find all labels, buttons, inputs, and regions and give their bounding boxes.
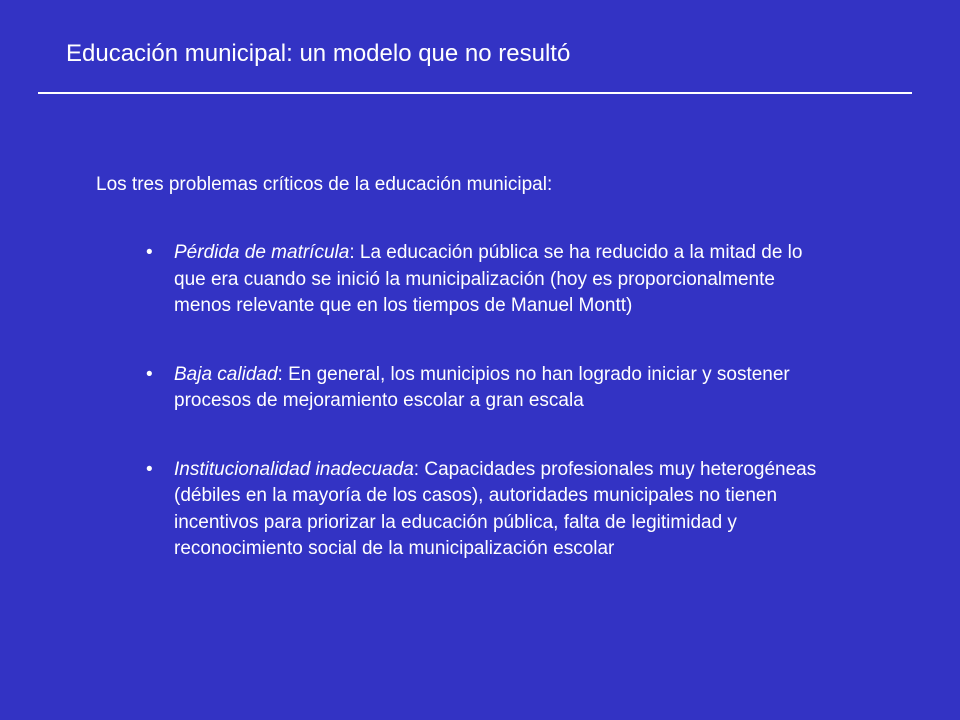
bullet-item-enrollment-loss [146,240,836,320]
title-divider [38,92,912,94]
bullet-text: : En general, los municipios no han logrado iniciar y sostener procesos de mejoramiento escolar a gran escala [174,363,790,411]
bullet-term: Pérdida de matrícula [174,242,350,263]
bullet-item-institutional [146,457,836,563]
intro-text: Los tres problemas críticos de la educación municipal: [96,174,553,195]
bullet-text: : La educación pública se ha reducido a la mitad de lo que era cuando se inició la municipalización (hoy es proporcionalmente menos relevante que en los tiempos de Manuel Montt) [174,242,803,316]
bullet-dot-icon: • [146,458,153,480]
bullet-term: Baja calidad [174,363,278,385]
bullet-term: Institucionalidad inadecuada [174,458,414,480]
bullet-dot-icon: • [146,242,153,263]
bullet-list [146,240,836,563]
slide-title: Educación municipal: un modelo que no resultó [66,40,571,67]
bullet-dot-icon: • [146,363,153,385]
bullet-item-low-quality [146,362,836,415]
bullet-text: : Capacidades profesionales muy heterogéneas (débiles en la mayoría de los casos), autoridades municipales no tienen incentivos para priorizar la educación pública, falta de legitimidad y reconocimiento social de la municipalización escolar [174,458,817,559]
